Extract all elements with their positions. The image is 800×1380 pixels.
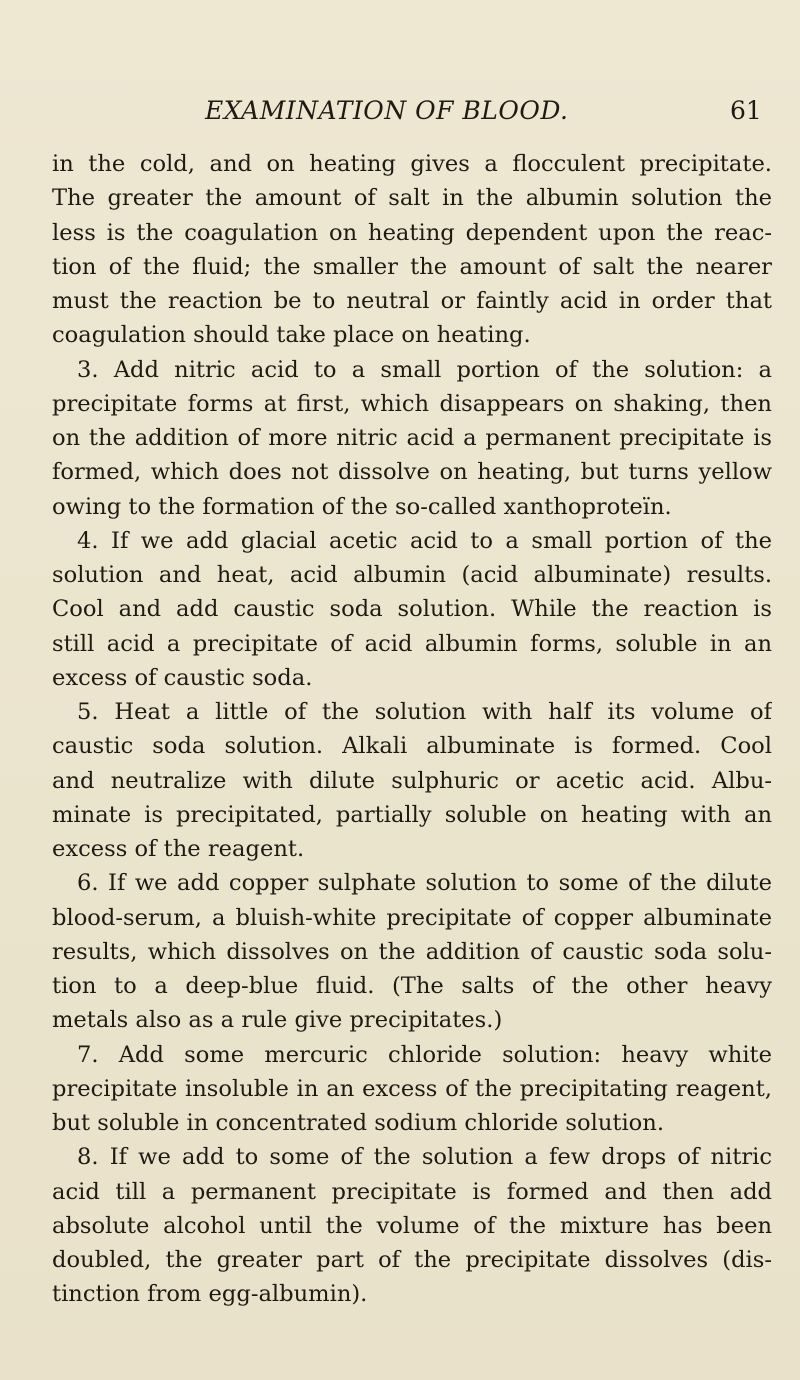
text-line: must the reaction be to neutral or faintly acid in order that [52, 288, 772, 314]
text-line: metals also as a rule give precipitates.) [52, 1007, 503, 1034]
text-line: excess of caustic soda. [52, 664, 313, 691]
text-line: 8. If we add to some of the solution a few drops of nitric [77, 1144, 772, 1171]
text-line: solution and heat, acid albumin (acid albuminate) results. [52, 562, 772, 588]
running-head [0, 96, 800, 132]
text-line: less is the coagulation on heating dependent upon the reac- [52, 219, 772, 246]
text-line: precipitate forms at first, which disappears on shaking, then [52, 390, 772, 417]
text-line: 6. If we add copper sulphate solution to some of the dilute [77, 870, 772, 897]
body-text [52, 147, 772, 1312]
text-line: formed, which does not dissolve on heating, but turns yellow [52, 459, 772, 486]
text-line: 5. Heat a little of the solution with half its volume of [77, 699, 772, 725]
text-line: doubled, the greater part of the precipitate dissolves (dis- [52, 1247, 772, 1273]
running-head-title: EXAMINATION OF BLOOD. [205, 96, 569, 125]
text-line: tion to a deep-blue fluid. (The salts of the other heavy [52, 973, 772, 999]
text-line: caustic soda solution. Alkali albuminate is formed. Cool [52, 733, 772, 760]
text-line: 3. Add nitric acid to a small portion of the solution: a [77, 356, 772, 383]
text-line: coagulation should take place on heating. [52, 322, 531, 349]
page-number: 61 [730, 96, 762, 125]
text-line: tion of the fluid; the smaller the amount of salt the nearer [52, 253, 772, 280]
text-line: Cool and add caustic soda solution. While the reaction is [52, 596, 772, 623]
text-line: tinction from egg-albumin). [52, 1281, 368, 1308]
text-line: still acid a precipitate of acid albumin forms, soluble in an [52, 630, 772, 657]
text-line: acid till a permanent precipitate is formed and then add [52, 1178, 772, 1205]
text-line: results, which dissolves on the addition of caustic soda solu- [52, 938, 772, 965]
text-line: on the addition of more nitric acid a permanent precipitate is [52, 425, 772, 451]
text-line: The greater the amount of salt in the albumin solution the [52, 185, 772, 212]
text-line: 4. If we add glacial acetic acid to a small portion of the [77, 527, 772, 554]
text-line: 7. Add some mercuric chloride solution: heavy white [77, 1041, 772, 1068]
text-line: precipitate insoluble in an excess of the precipitating reagent, [52, 1075, 772, 1102]
text-line: but soluble in concentrated sodium chloride solution. [52, 1110, 665, 1136]
text-line: excess of the reagent. [52, 836, 305, 862]
text-line: minate is precipitated, partially soluble on heating with an [52, 801, 772, 828]
text-line: in the cold, and on heating gives a flocculent precipitate. [52, 151, 772, 177]
text-line: owing to the formation of the so-called xanthoproteïn. [52, 493, 672, 520]
text-line: and neutralize with dilute sulphuric or acetic acid. Albu- [52, 767, 772, 794]
text-line: absolute alcohol until the volume of the mixture has been [52, 1212, 772, 1239]
text-line: blood-serum, a bluish-white precipitate of copper albuminate [52, 904, 772, 931]
